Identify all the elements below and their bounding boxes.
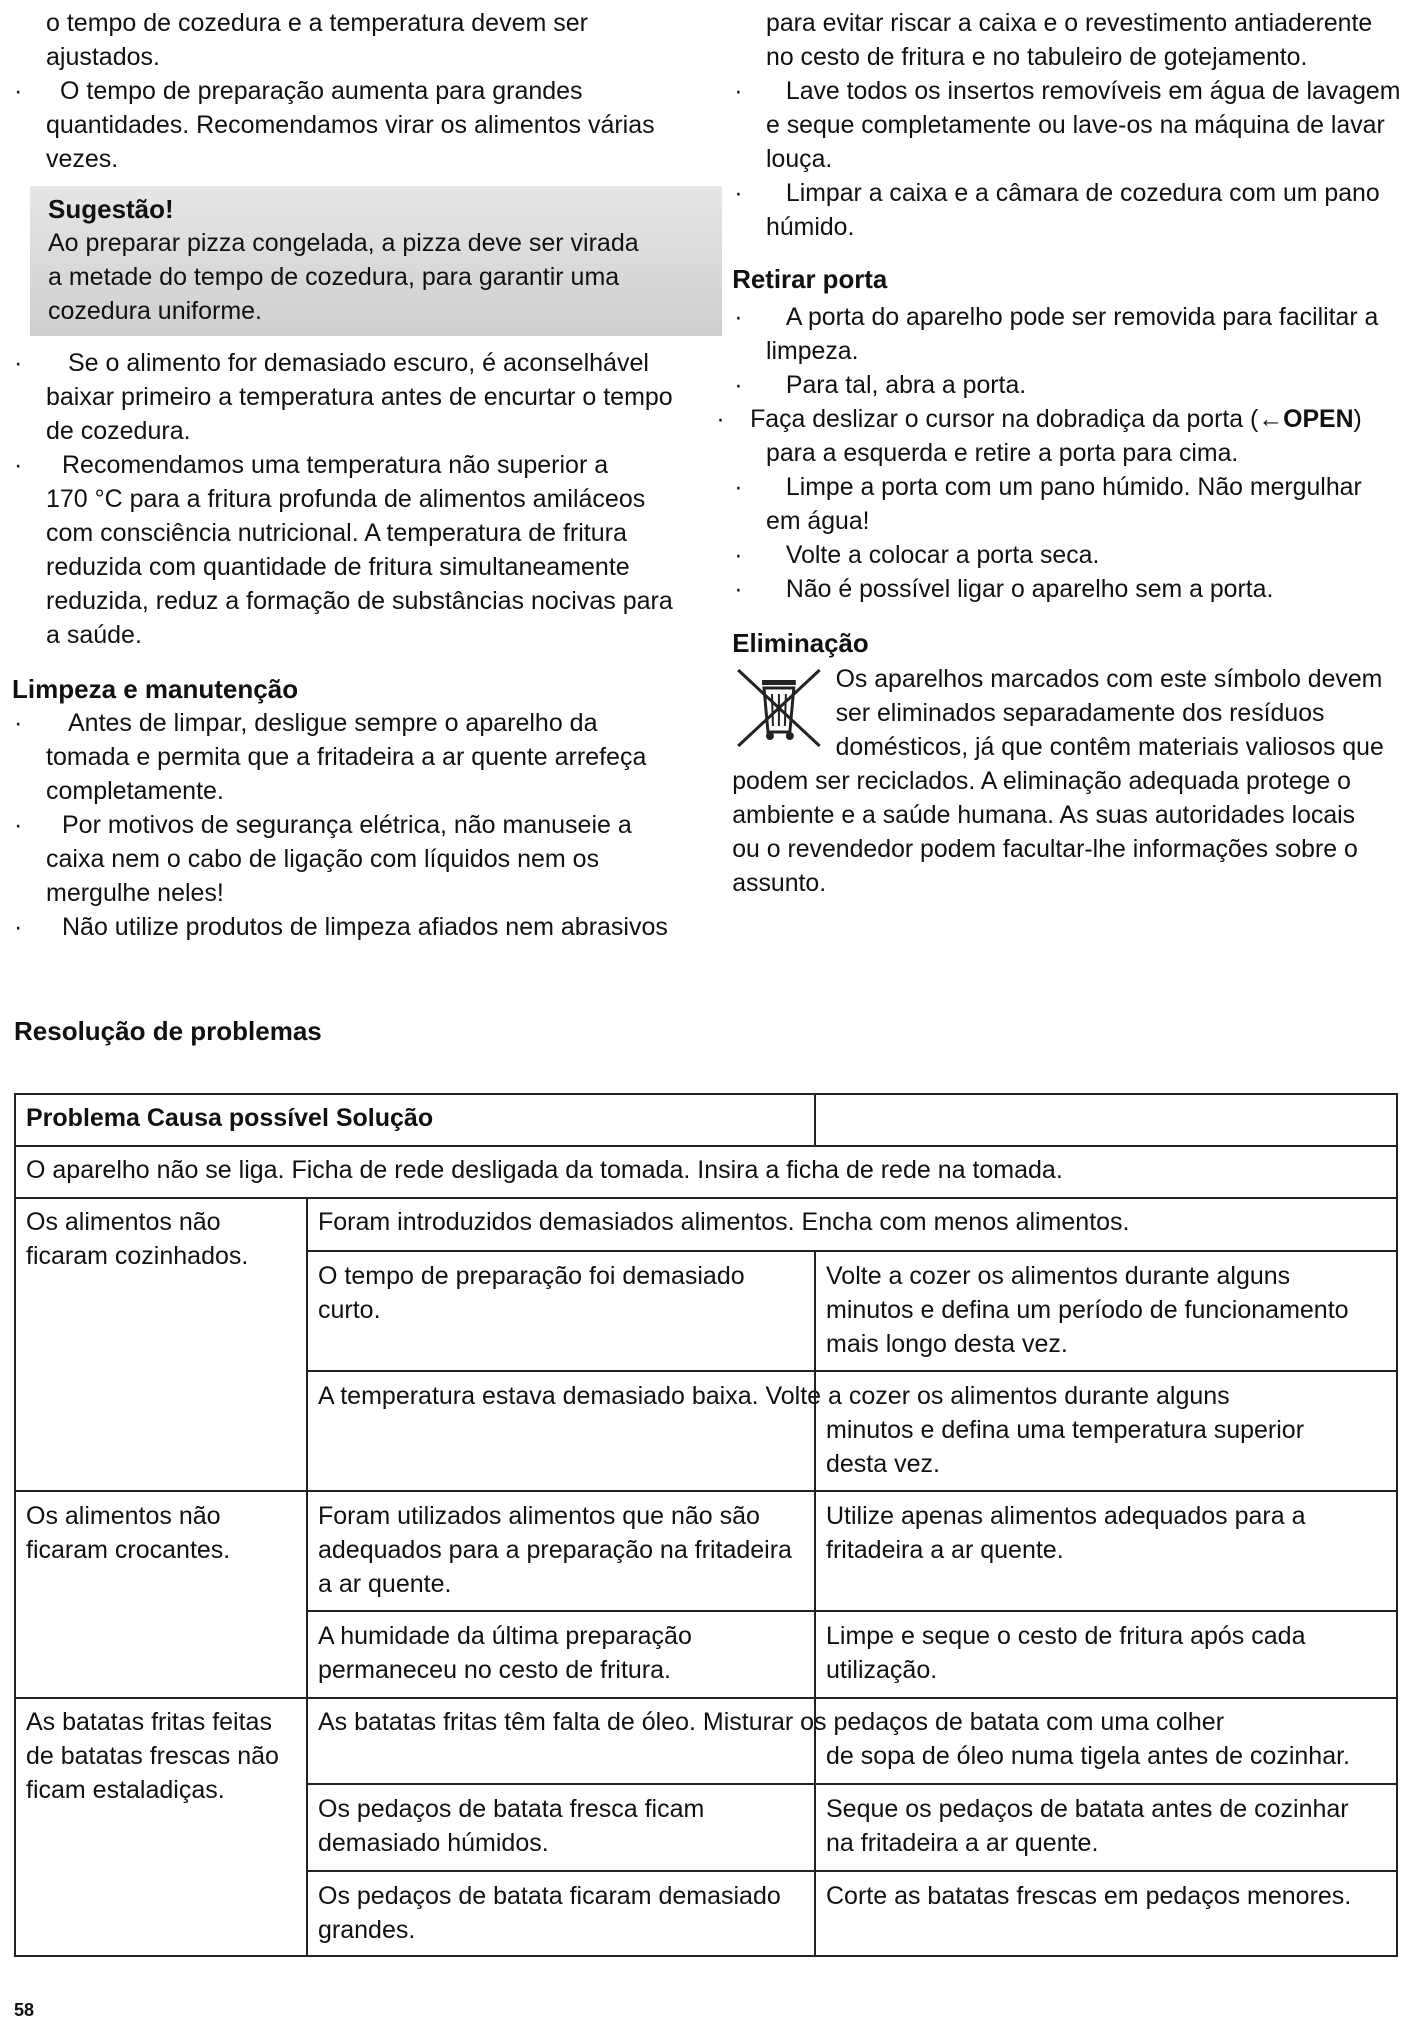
table-rule: [14, 1093, 16, 1957]
table-rule: [14, 1093, 1398, 1095]
bullet-door-required: · Não é possível ligar o aparelho sem a porta.: [732, 572, 1402, 606]
cause-pieces-too-large: Os pedaços de batata ficaram demasiado grandes.: [318, 1882, 781, 1944]
bullet-icon: ·: [734, 541, 743, 569]
bullet-slide-hinge: · Faça deslizar o cursor na dobradiça da porta (←OPEN) para a esquerda e retire a porta para cima.: [732, 402, 1402, 470]
tip-title: Sugestão!: [48, 194, 174, 224]
table-rule: [14, 1955, 1398, 1957]
table-rule: [306, 1250, 1398, 1252]
bullet-icon: ·: [14, 913, 23, 941]
bullet-clean-electric-safety: · Por motivos de segurança elétrica, não manuseie a caixa nem o cabo de ligação com líquidos nem os mergulhe neles!: [12, 808, 708, 910]
bullet-food-too-dark: · Se o alimento for demasiado escuro, é aconselhável baixar primeiro a temperatura antes de encurtar o tempo de cozedura.: [12, 346, 708, 448]
bullet-clean-door: · Limpe a porta com um pano húmido. Não mergulhar em água!: [732, 470, 1402, 538]
solution-suitable-food: Utilize apenas alimentos adequados para a fritadeira a ar quente.: [826, 1502, 1306, 1564]
bullet-open-door: · Para tal, abra a porta.: [732, 368, 1402, 402]
bullet-icon: ·: [716, 405, 725, 433]
bullet-icon: ·: [14, 811, 23, 839]
solution-higher-temperature: minutos e defina uma temperatura superior desta vez.: [826, 1416, 1305, 1478]
bullet-door-removable: · A porta do aparelho pode ser removida para facilitar a limpeza.: [732, 300, 1402, 368]
left-column: [12, 6, 708, 944]
tip-text: Ao preparar pizza congelada, a pizza deve ser virada a metade do tempo de cozedura, para garantir uma cozedura uniforme.: [48, 229, 639, 325]
disposal-section: [732, 662, 1402, 900]
bullet-icon: ·: [734, 575, 743, 603]
table-rule: [306, 1610, 1398, 1612]
cleaning-heading: Limpeza e manutenção: [12, 674, 299, 704]
bullet-icon: ·: [14, 349, 23, 377]
table-rule: [1396, 1093, 1398, 1957]
remove-door-heading: Retirar porta: [732, 264, 888, 294]
problem-not-crispy: Os alimentos não ficaram crocantes.: [26, 1502, 231, 1564]
table-header: Problema Causa possível Solução: [26, 1104, 434, 1132]
disposal-text: Os aparelhos marcados com este símbolo devem ser eliminados separadamente dos resíduos domésticos, já que contêm materiais valiosos que podem ser reciclados. A eliminação adequada protege o ambiente e a saúde humana. As suas autoridades locais ou o revendedor podem facultar-lhe informações sobre o assunto.: [732, 665, 1384, 897]
continued-text: o tempo de cozedura e a temperatura devem ser ajustados.: [46, 9, 588, 71]
cause-lack-of-oil: As batatas fritas têm falta de óleo. Misturar os pedaços de batata com uma colher: [318, 1708, 1225, 1736]
disposal-heading: Eliminação: [732, 628, 869, 658]
table-rule: [306, 1870, 1398, 1872]
troubleshooting-table: [14, 1093, 1398, 1967]
continued-text-right: para evitar riscar a caixa e o revestimento antiaderente no cesto de fritura e no tabuleiro de gotejamento.: [766, 9, 1373, 71]
bullet-icon: ·: [14, 709, 23, 737]
bullet-preparation-time: · O tempo de preparação aumenta para grandes quantidades. Recomendamos virar os alimentos várias vezes.: [12, 74, 708, 176]
table-rule: [814, 1250, 816, 1957]
bullet-icon: ·: [14, 451, 23, 479]
solution-dry-basket: Limpe e seque o cesto de fritura após cada utilização.: [826, 1622, 1306, 1684]
table-rule: [14, 1490, 1398, 1492]
table-rule: [306, 1197, 308, 1957]
tip-box: [30, 186, 722, 336]
cause-time-too-short: O tempo de preparação foi demasiado curto.: [318, 1262, 745, 1324]
table-row-power: O aparelho não se liga. Ficha de rede desligada da tomada. Insira a ficha de rede na tomada.: [26, 1156, 1063, 1184]
table-rule: [14, 1197, 1398, 1199]
cause-moisture: A humidade da última preparação permaneceu no cesto de fritura.: [318, 1622, 692, 1684]
solution-dry-potato: Seque os pedaços de batata antes de cozinhar na fritadeira a ar quente.: [826, 1795, 1349, 1857]
bullet-icon: ·: [14, 77, 23, 105]
bullet-icon: ·: [734, 303, 743, 331]
table-rule: [14, 1145, 1398, 1147]
table-rule: [306, 1783, 1398, 1785]
table-rule: [306, 1370, 1398, 1372]
open-label: ←OPEN: [1258, 405, 1354, 433]
bullet-icon: ·: [734, 371, 743, 399]
table-rule: [814, 1093, 816, 1145]
troubleshooting-title: Resolução de problemas: [14, 1016, 322, 1046]
table-rule: [14, 1697, 1398, 1699]
bullet-icon: ·: [734, 77, 743, 105]
bullet-temperature-advice: · Recomendamos uma temperatura não superior a 170 °C para a fritura profunda de alimentos amiláceos com consciência nutricional. A temperatura de fritura reduzida com quantidade de fritura simultaneamente reduzida, reduz a formação de substâncias nocivas para a saúde.: [12, 448, 708, 652]
right-column: [716, 6, 1402, 900]
problem-fries-not-crispy: As batatas fritas feitas de batatas frescas não ficam estaladiças.: [26, 1708, 279, 1804]
cause-temperature-too-low: A temperatura estava demasiado baixa. Volte a cozer os alimentos durante alguns: [318, 1382, 1230, 1410]
bullet-icon: ·: [734, 473, 743, 501]
bullet-clean-unplug: · Antes de limpar, desligue sempre o aparelho da tomada e permita que a fritadeira a ar quente arrefeça completamente.: [12, 706, 708, 808]
crossed-out-wheelie-bin-icon: [732, 666, 825, 750]
bullet-wash-inserts: · Lave todos os insertos removíveis em água de lavagem e seque completamente ou lave-os na máquina de lavar louça.: [732, 74, 1402, 176]
solution-add-oil: de sopa de óleo numa tigela antes de cozinhar.: [826, 1742, 1350, 1770]
cause-unsuitable-food: Foram utilizados alimentos que não são adequados para a preparação na fritadeira a ar quente.: [318, 1502, 792, 1598]
cause-too-much-food: Foram introduzidos demasiados alimentos. Encha com menos alimentos.: [318, 1208, 1130, 1236]
solution-cut-smaller: Corte as batatas frescas em pedaços menores.: [826, 1882, 1352, 1910]
bullet-clean-no-abrasives: · Não utilize produtos de limpeza afiados nem abrasivos: [12, 910, 708, 944]
bullet-wipe-housing: · Limpar a caixa e a câmara de cozedura com um pano húmido.: [732, 176, 1402, 244]
problem-not-cooked: Os alimentos não ficaram cozinhados.: [26, 1208, 249, 1270]
bullet-icon: ·: [734, 179, 743, 207]
page-number: 58: [14, 2000, 35, 2020]
solution-cook-longer: Volte a cozer os alimentos durante alguns minutos e defina um período de funcionamento mais longo desta vez.: [826, 1262, 1349, 1358]
cause-too-moist-potato: Os pedaços de batata fresca ficam demasiado húmidos.: [318, 1795, 705, 1857]
bullet-refit-door: · Volte a colocar a porta seca.: [732, 538, 1402, 572]
